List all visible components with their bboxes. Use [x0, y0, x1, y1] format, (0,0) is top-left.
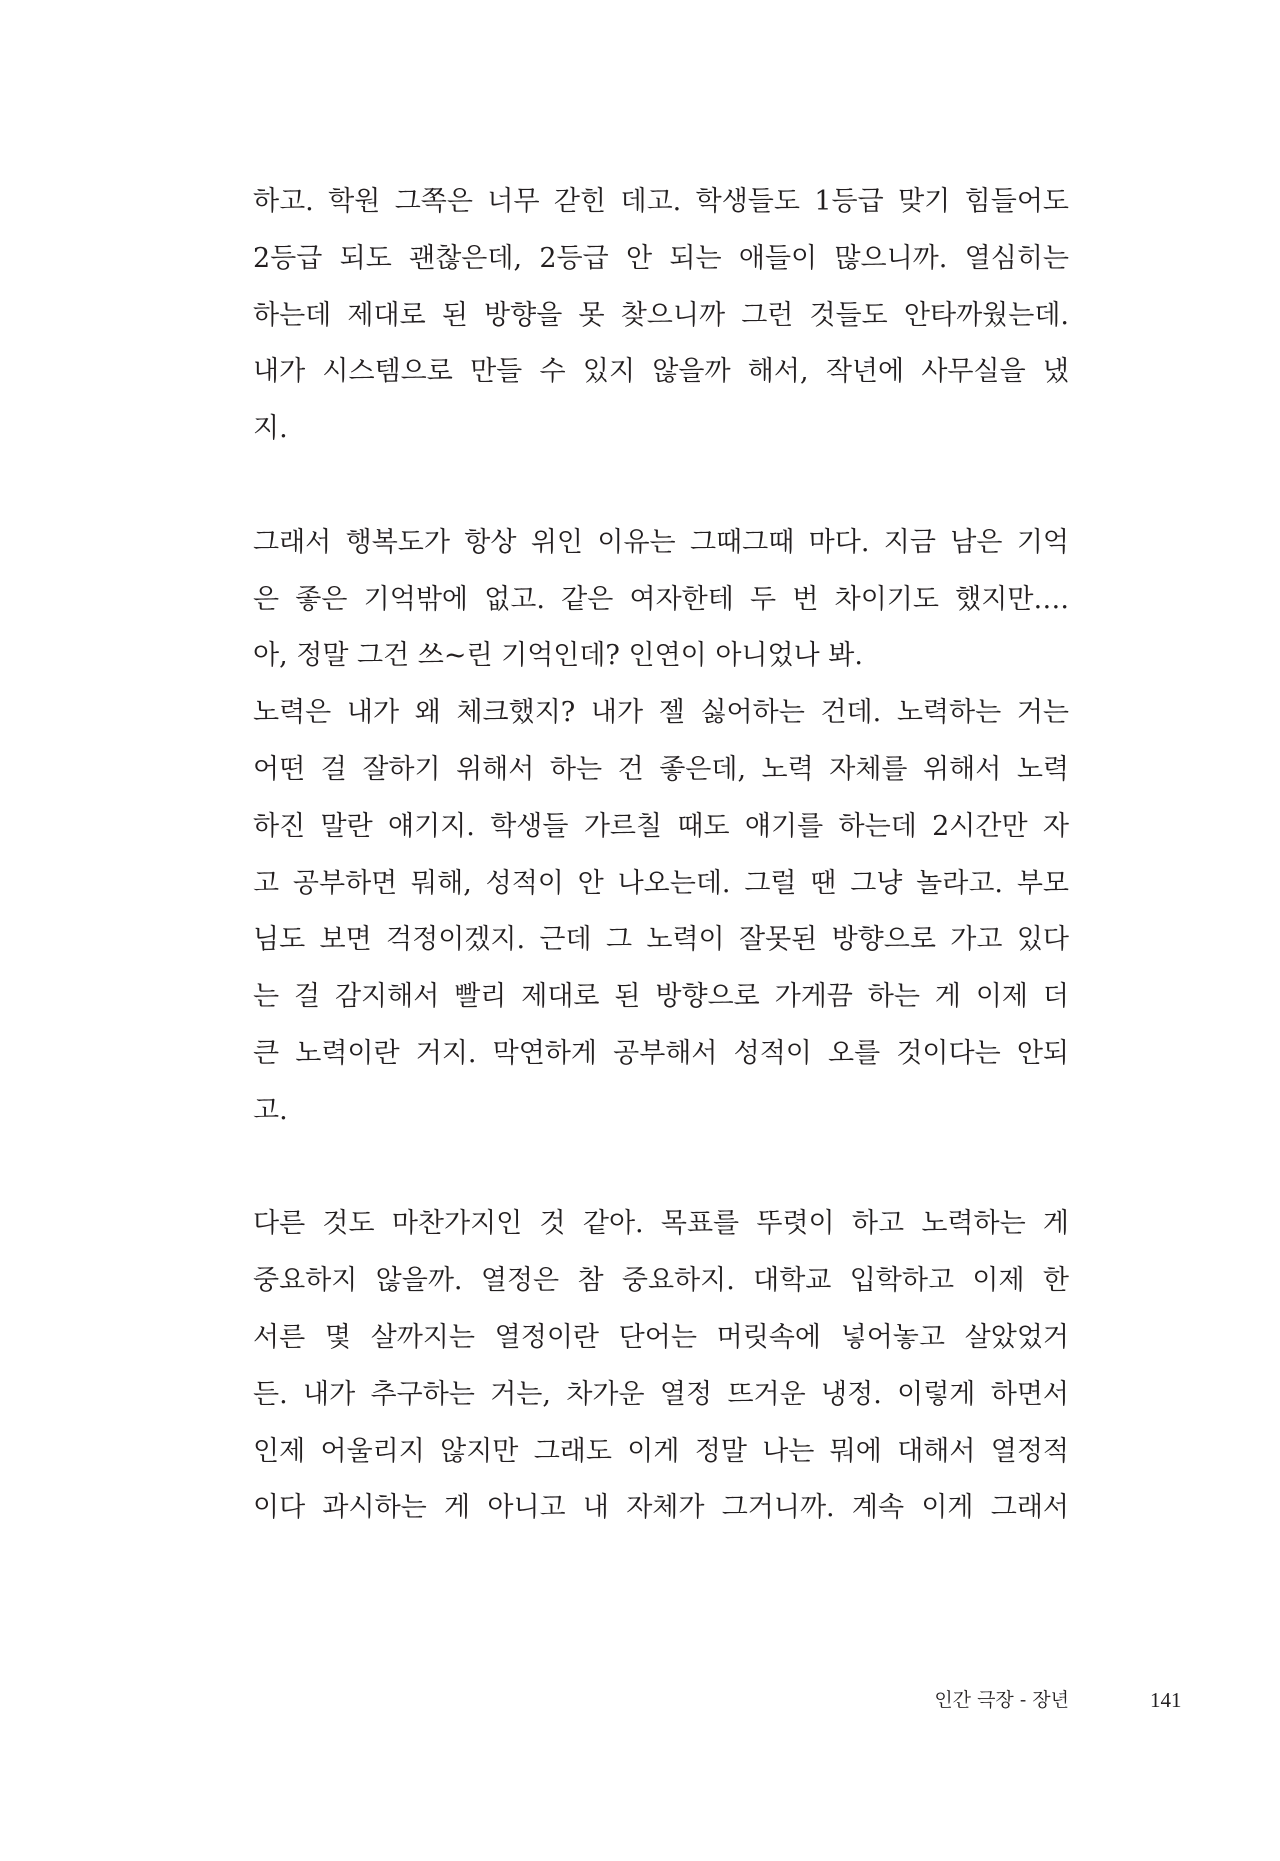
text-line: 인제 어울리지 않지만 그래도 이게 정말 나는 뭐에 대해서 열정적	[253, 1435, 1069, 1467]
text-line: 2등급 되도 괜찮은데, 2등급 안 되는 애들이 많으니까. 열심히는	[253, 242, 1069, 274]
text-line: 아, 정말 그건 쓰~린 기억인데? 인연이 아니었나 봐.	[253, 640, 863, 672]
text-line: 하진 말란 얘기지. 학생들 가르칠 때도 얘기를 하는데 2시간만 자	[253, 810, 1069, 842]
text-line: 지.	[253, 413, 288, 445]
text-line: 이다 과시하는 게 아니고 내 자체가 그거니까. 계속 이게 그래서	[253, 1492, 1069, 1524]
running-title: 인간 극장 - 장년	[934, 1689, 1069, 1711]
text-line: 다른 것도 마찬가지인 것 같아. 목표를 뚜렷이 하고 노력하는 게	[253, 1208, 1069, 1240]
text-line: 노력은 내가 왜 체크했지? 내가 젤 싫어하는 건데. 노력하는 거는	[253, 697, 1069, 729]
text-line: 든. 내가 추구하는 거는, 차가운 열정 뜨거운 냉정. 이렇게 하면서	[253, 1378, 1069, 1410]
text-line: 고.	[253, 1094, 288, 1126]
text-line: 님도 보면 걱정이겠지. 근데 그 노력이 잘못된 방향으로 가고 있다	[253, 924, 1069, 956]
page-footer	[0, 1686, 1280, 1716]
text-line: 하는데 제대로 된 방향을 못 찾으니까 그런 것들도 안타까웠는데.	[253, 299, 1069, 331]
text-line: 고 공부하면 뭐해, 성적이 안 나오는데. 그럴 땐 그냥 놀라고. 부모	[253, 867, 1069, 899]
text-line: 내가 시스템으로 만들 수 있지 않을까 해서, 작년에 사무실을 냈	[253, 356, 1069, 388]
page-number: 141	[1150, 1688, 1182, 1712]
text-line: 큰 노력이란 거지. 막연하게 공부해서 성적이 오를 것이다는 안되	[253, 1037, 1069, 1069]
text-line: 어떤 걸 잘하기 위해서 하는 건 좋은데, 노력 자체를 위해서 노력	[253, 753, 1069, 785]
paragraph-4	[253, 1202, 1069, 1543]
paragraph-1	[253, 180, 1069, 464]
text-line: 그래서 행복도가 항상 위인 이유는 그때그때 마다. 지금 남은 기억	[253, 526, 1069, 558]
text-line: 는 걸 감지해서 빨리 제대로 된 방향으로 가게끔 하는 게 이제 더	[253, 981, 1069, 1013]
body-text	[253, 180, 1069, 1543]
text-line: 은 좋은 기억밖에 없고. 같은 여자한테 두 번 차이기도 했지만….	[253, 583, 1069, 615]
text-line: 하고. 학원 그쪽은 너무 갇힌 데고. 학생들도 1등급 맞기 힘들어도	[253, 186, 1069, 217]
paragraph-2	[253, 521, 1069, 691]
text-line: 서른 몇 살까지는 열정이란 단어는 머릿속에 넣어놓고 살았었거	[253, 1321, 1069, 1353]
text-line: 중요하지 않을까. 열정은 참 중요하지. 대학교 입학하고 이제 한	[253, 1265, 1069, 1297]
paragraph-3	[253, 691, 1069, 1145]
